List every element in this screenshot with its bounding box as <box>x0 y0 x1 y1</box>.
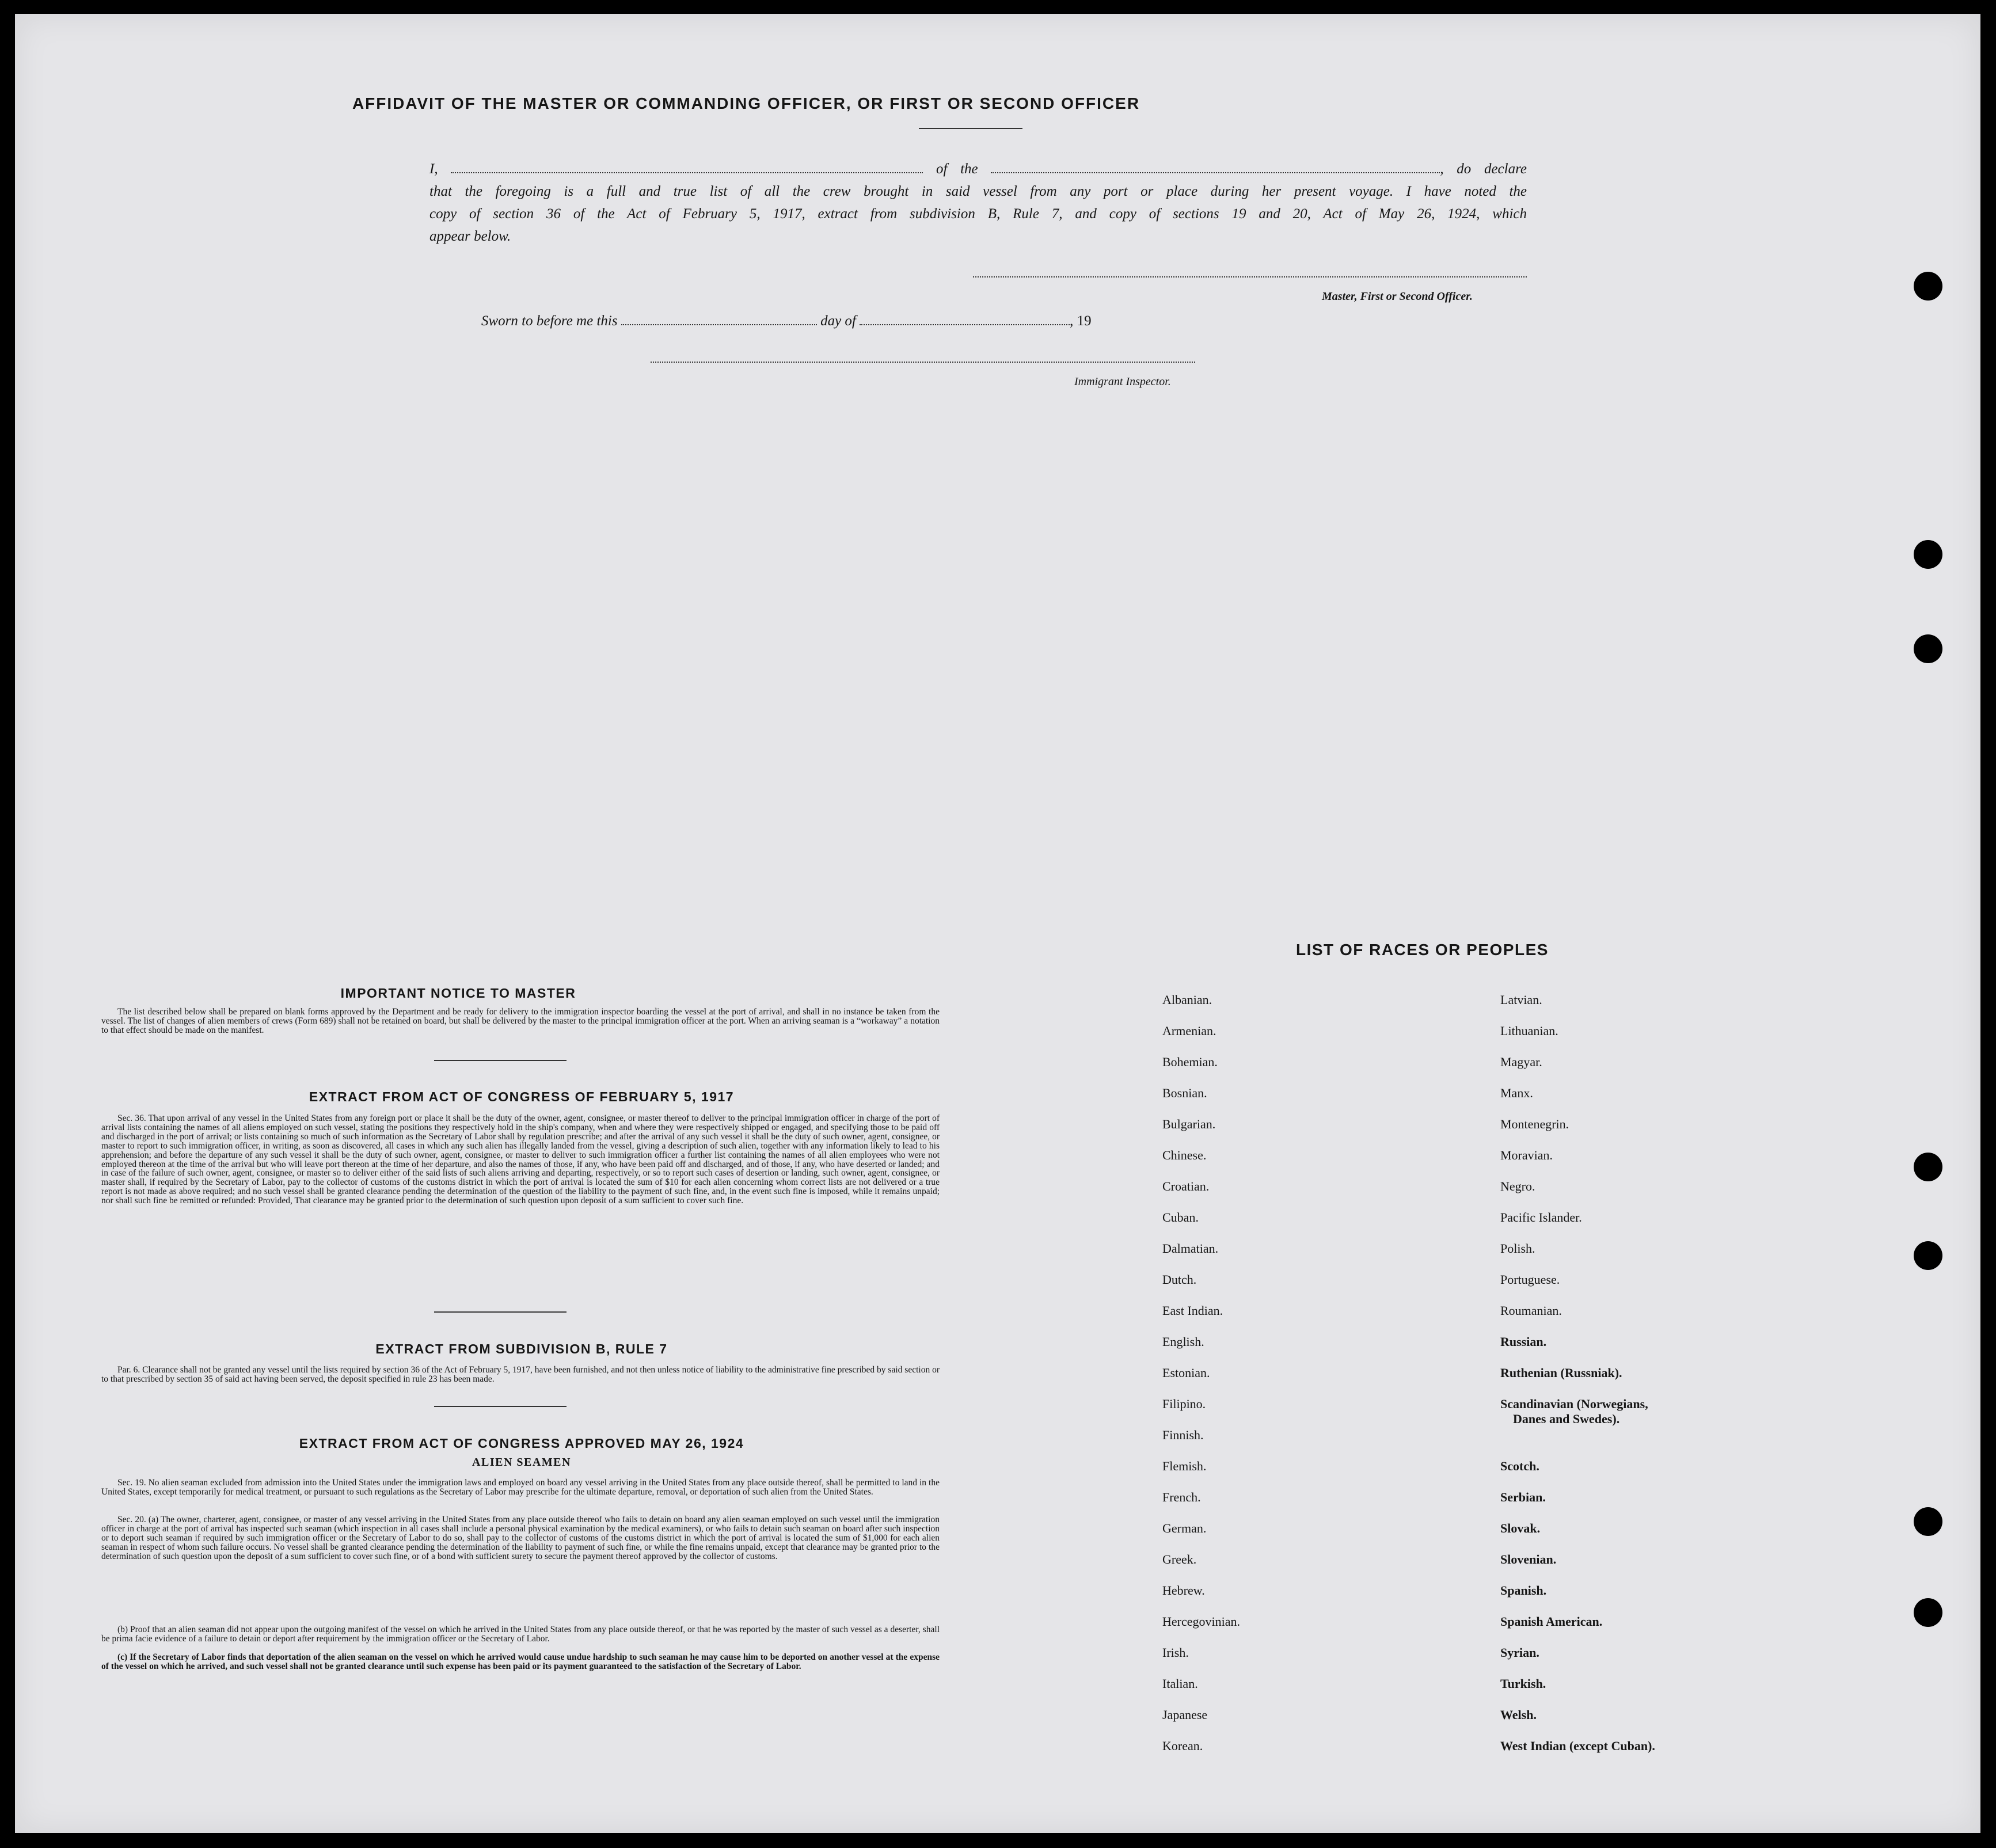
extract-1924-sec20b: (b) Proof that an alien seaman did not appear upon the outgoing manifest of the vessel on which he arrived in the United States from any place outside thereof, or that he was reported by the master of such vessel as a deserter, shall be prima facie evidence of a failure to detain or deport after requirement by the immigration officer or the Secretary of Labor. <box>101 1625 940 1644</box>
race-item: Dutch. <box>1162 1272 1197 1287</box>
race-item: English. <box>1162 1334 1204 1349</box>
extract-1924-sec20a: Sec. 20. (a) The owner, charterer, agent, consignee, or master of any vessel arriving in the United States from any place outside thereof who fails to detain on board any alien seaman employed on such vessel until the immigration officer in charge at the port of arrival has inspected such seaman (which inspection in all cases shall include a personal physical examination by the medical examiners), or who fails to detain such seaman on board after such inspection or to deport such seaman if required by such immigration officer or the Secretary of Labor to do so, shall pay to the collector of customs of the customs district in which the port of arrival is located the sum of $1,000 for each alien seaman in respect of whom such failure occurs. No vessel shall be granted clearance pending the determination of the liability to payment of such fine, or while the fine remains unpaid, except that clearance may be granted prior to the determination of such question upon the deposit of a sum sufficient to cover such fine, or of a bond with sufficient surety to secure the payment thereof approved by the collector of customs. <box>101 1515 940 1561</box>
affidavit-line-1 <box>429 161 1527 177</box>
race-item: Moravian. <box>1500 1148 1553 1162</box>
sworn-prefix: Sworn to before me this <box>481 313 618 329</box>
binder-hole <box>1914 634 1942 663</box>
affidavit-line-2: that the foregoing is a full and true list of all the crew brought in said vessel from any port or place during her present voyage. I have noted the <box>429 184 1527 199</box>
race-item: Slovak. <box>1500 1521 1541 1535</box>
divider <box>434 1060 567 1061</box>
extract-1917-body: Sec. 36. That upon arrival of any vessel in the United States from any foreign port or place it shall be the duty of the owner, agent, consignee, or master thereof to deliver to the principal immigration officer in charge of the port of arrival lists containing the names of all aliens employed on such vessel, stating the positions they respectively hold in the ship's company, when and where they were respectively shipped or engaged, and specifying those to be paid off and discharged in the port of arrival; or lists containing so much of such information as the Secretary of Labor shall by regulation prescribe; and after the arrival of any such vessel it shall be the duty of such owner, agent, consignee, or master to report to such immigration officer, in writing, as soon as discovered, all cases in which any such alien has illegally landed from the vessel, giving a description of such alien, together with any information likely to lead to his apprehension; and before the departure of any such vessel it shall be the duty of such owner, agent, consignee, or master to deliver to such immigration officer a further list containing the names of all alien employees who were not employed thereon at the time of the arrival but who will leave port thereon at the time of her departure, and also the names of those, if any, who have been paid off and discharged, and of those, if any, who have deserted or landed; and in case of the failure of such owner, agent, consignee, or master so to deliver either of the said lists of such aliens arriving and departing, respectively, or so to report such cases of desertion or landing, such owner, agent, consignee, or master shall, if required by the Secretary of Labor, pay to the collector of customs of the customs district in which the port of arrival is located the sum of $10 for each alien concerning whom correct lists are not delivered or a true report is not made as above required; and no such vessel shall be granted clearance pending the determination of the question of the liability to the payment of such fine, and, in the event such fine is imposed, while it remains unpaid; nor shall such fine be remitted or refunded: Provided, That clearance may be granted prior to the determination of such question upon deposit of a sum sufficient to cover such fine. <box>101 1113 940 1206</box>
race-item: Danes and Swedes). <box>1513 1412 1620 1426</box>
race-item: Korean. <box>1162 1739 1203 1753</box>
binder-hole <box>1914 1153 1942 1181</box>
race-item: French. <box>1162 1490 1201 1504</box>
extract-rule7-body: Par. 6. Clearance shall not be granted any vessel until the lists required by section 36 of the Act of February 5, 1917, have been furnished, and not then unless notice of liability to the administrative fine prescribed by said section or to that prescribed by section 35 of said act having been served, the deposit specified in rule 23 has been made. <box>101 1365 940 1384</box>
affidavit-line-4: appear below. <box>429 229 511 244</box>
inspector-signature-line[interactable] <box>651 358 1195 363</box>
race-item: Manx. <box>1500 1086 1533 1100</box>
divider <box>434 1311 567 1313</box>
affidavit-i: I, <box>429 161 438 177</box>
sworn-line <box>481 313 1092 329</box>
inspector-label: Immigrant Inspector. <box>1074 375 1171 388</box>
affidavit-of-the: of the <box>936 161 978 177</box>
form-page <box>15 14 1980 1833</box>
race-item: Latvian. <box>1500 993 1542 1007</box>
race-item: Spanish American. <box>1500 1614 1603 1629</box>
race-item: Turkish. <box>1500 1676 1546 1691</box>
race-item: Irish. <box>1162 1645 1189 1660</box>
binder-hole <box>1914 1241 1942 1270</box>
race-item: Serbian. <box>1500 1490 1546 1504</box>
race-item: Pacific Islander. <box>1500 1210 1582 1225</box>
race-item: Bosnian. <box>1162 1086 1207 1100</box>
extract-rule7-title: EXTRACT FROM SUBDIVISION B, RULE 7 <box>375 1341 668 1356</box>
notice-title: IMPORTANT NOTICE TO MASTER <box>340 986 576 1001</box>
race-item: Hebrew. <box>1162 1583 1205 1598</box>
race-item: Flemish. <box>1162 1459 1207 1473</box>
race-item: Ruthenian (Russniak). <box>1500 1366 1622 1380</box>
race-item: Portuguese. <box>1500 1272 1560 1287</box>
race-item: Lithuanian. <box>1500 1024 1558 1038</box>
race-item: Bohemian. <box>1162 1055 1218 1069</box>
master-signature-label: Master, First or Second Officer. <box>1322 290 1473 303</box>
race-item: Japanese <box>1162 1708 1208 1722</box>
race-item: Cuban. <box>1162 1210 1199 1225</box>
race-item: Welsh. <box>1500 1708 1537 1722</box>
name-blank[interactable] <box>451 169 923 173</box>
race-item: Spanish. <box>1500 1583 1547 1598</box>
race-item: Albanian. <box>1162 993 1212 1007</box>
race-item: Chinese. <box>1162 1148 1207 1162</box>
race-item: Finnish. <box>1162 1428 1204 1442</box>
affidavit-title: AFFIDAVIT OF THE MASTER OR COMMANDING OFFICER, OR FIRST OR SECOND OFFICER <box>352 94 1140 112</box>
races-title: LIST OF RACES OR PEOPLES <box>1296 941 1549 959</box>
race-item: West Indian (except Cuban). <box>1500 1739 1655 1753</box>
extract-1924-sec19: Sec. 19. No alien seaman excluded from admission into the United States under the immigration laws and employed on board any vessel arriving in the United States from any place outside thereof, shall be permitted to land in the United States, except temporarily for medical treatment, or pursuant to such regulations as the Secretary of Labor may prescribe for the ultimate departure, removal, or deportation of such alien from the United States. <box>101 1478 940 1497</box>
extract-1924-subtitle: ALIEN SEAMEN <box>472 1456 571 1469</box>
race-item: Scandinavian (Norwegians, <box>1500 1397 1648 1411</box>
race-item: German. <box>1162 1521 1207 1535</box>
race-item: Negro. <box>1500 1179 1535 1193</box>
affidavit-line-3: copy of section 36 of the Act of February 5, 1917, extract from subdivision B, Rule 7, and copy of sections 19 and 20, Act of May 26, 1924, which <box>429 206 1527 222</box>
binder-hole <box>1914 272 1942 301</box>
race-item: Filipino. <box>1162 1397 1206 1411</box>
race-item: Magyar. <box>1500 1055 1542 1069</box>
master-signature-line[interactable] <box>973 273 1527 277</box>
divider <box>919 128 1022 129</box>
race-item: Armenian. <box>1162 1024 1216 1038</box>
extract-1924-sec20c: (c) If the Secretary of Labor finds that deportation of the alien seaman on the vessel on which he arrived would cause undue hardship to such seaman he may cause him to be deported on another vessel at the expense of the vessel on which he arrived, and such vessel shall not be granted clearance until such expense has been paid or its payment guaranteed to the satisfaction of the Secretary of Labor. <box>101 1652 940 1671</box>
extract-1924-title: EXTRACT FROM ACT OF CONGRESS APPROVED MAY 26, 1924 <box>299 1436 744 1451</box>
race-item: Roumanian. <box>1500 1303 1562 1318</box>
race-item: Syrian. <box>1500 1645 1539 1660</box>
notice-body: The list described below shall be prepared on blank forms approved by the Department and be ready for delivery to the immigration inspector boarding the vessel at the port of arrival, and shall in no instance be taken from the vessel. The list of changes of alien members of crews (Form 689) shall not be retained on board, but shall be delivered by the master to the principal immigration officer at the port. When an arriving seaman is a “workaway” a notation to that effect should be made on the manifest. <box>101 1007 940 1035</box>
sworn-year: , 19 <box>1070 313 1092 329</box>
extract-1917-title: EXTRACT FROM ACT OF CONGRESS OF FEBRUARY 5, 1917 <box>309 1089 735 1104</box>
vessel-blank[interactable] <box>991 169 1440 173</box>
race-item: Estonian. <box>1162 1366 1210 1380</box>
binder-hole <box>1914 1598 1942 1627</box>
race-item: Greek. <box>1162 1552 1197 1566</box>
race-item: Bulgarian. <box>1162 1117 1216 1131</box>
sworn-month-blank[interactable] <box>860 321 1070 325</box>
race-item: Dalmatian. <box>1162 1241 1219 1256</box>
race-item: Polish. <box>1500 1241 1535 1256</box>
sworn-day-blank[interactable] <box>621 321 817 325</box>
divider <box>434 1406 567 1407</box>
race-item: East Indian. <box>1162 1303 1223 1318</box>
race-item: Scotch. <box>1500 1459 1539 1473</box>
race-item: Croatian. <box>1162 1179 1210 1193</box>
affidavit-declare: , do declare <box>1440 161 1527 177</box>
binder-hole <box>1914 540 1942 569</box>
race-item: Russian. <box>1500 1334 1547 1349</box>
race-item: Montenegrin. <box>1500 1117 1569 1131</box>
race-item: Hercegovinian. <box>1162 1614 1240 1629</box>
sworn-day-of: day of <box>820 313 856 329</box>
binder-hole <box>1914 1507 1942 1536</box>
race-item: Italian. <box>1162 1676 1198 1691</box>
race-item: Slovenian. <box>1500 1552 1557 1566</box>
